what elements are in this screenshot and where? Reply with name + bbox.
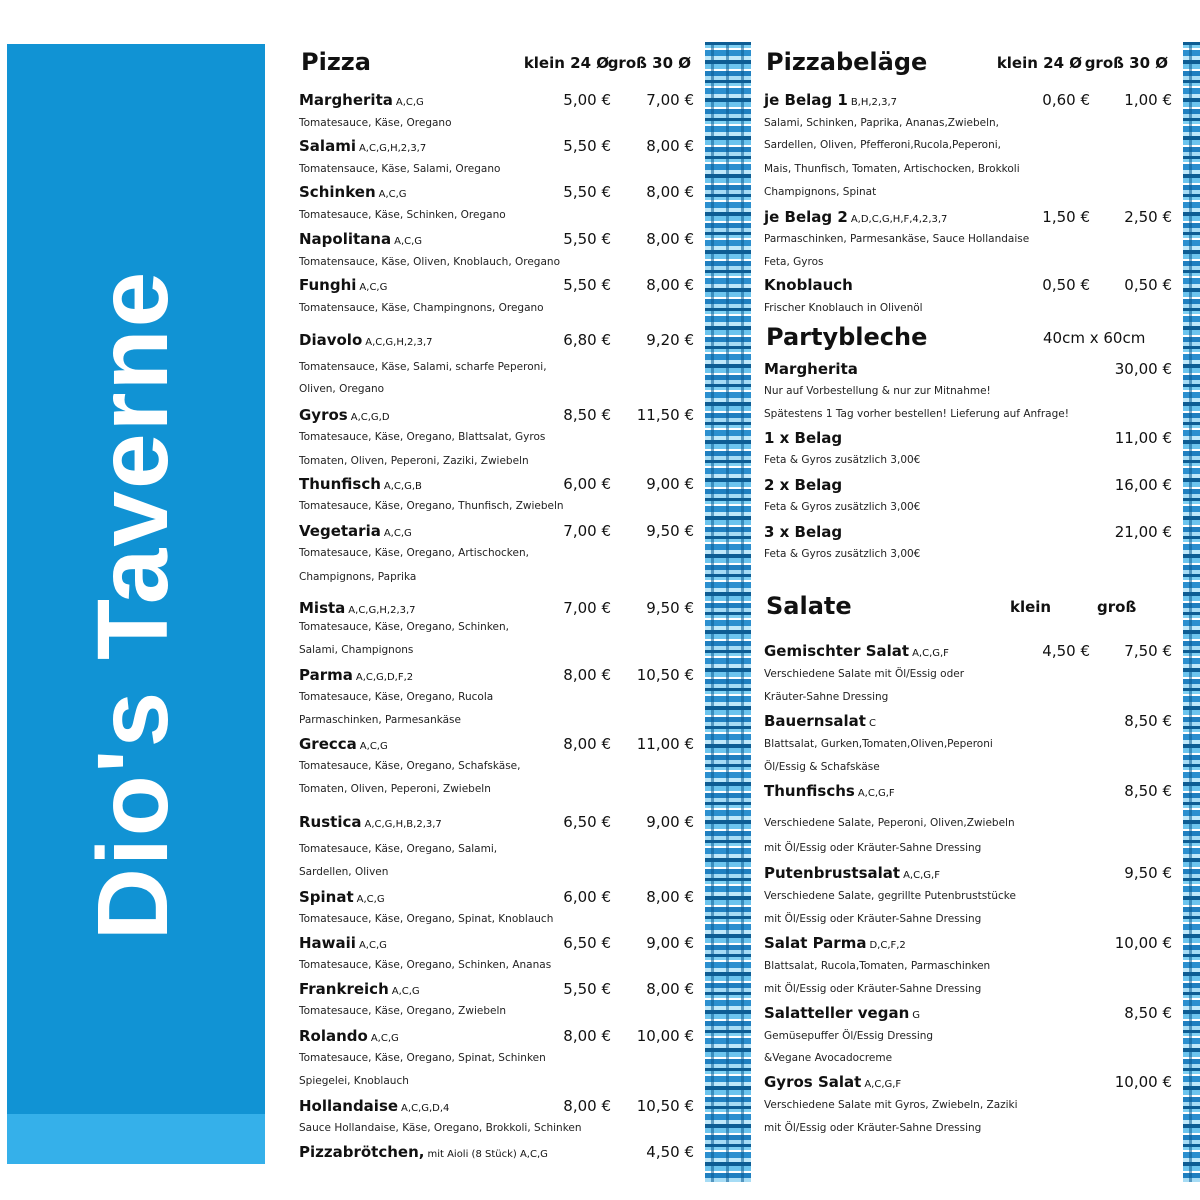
menu-item-allergens: D,C,F,2 (869, 940, 906, 951)
menu-item-price-large: 10,50 € (636, 1097, 694, 1115)
menu-item-title: je Belag 1 (764, 91, 848, 109)
menu-item-name (299, 274, 387, 299)
menu-item-price-large: 10,00 € (636, 1027, 694, 1045)
menu-item (764, 427, 1178, 451)
greek-key-border-edge-icon (1183, 42, 1200, 1182)
greek-key-border-icon (705, 42, 751, 1182)
menu-item-description: Blattsalat, Gurken,Tomaten,Oliven,Peperoni (764, 738, 993, 750)
menu-item-name (299, 664, 413, 689)
menu-item-title: Gyros (299, 406, 348, 424)
menu-item (764, 358, 1178, 382)
menu-item-title: Frankreich (299, 980, 389, 998)
menu-item-price-small: 5,50 € (563, 183, 611, 201)
menu-item-title: Rustica (299, 813, 362, 831)
menu-item-description: Tomatesauce, Käse, Oregano, Spinat, Schinken (299, 1052, 546, 1064)
menu-item-title: Margherita (299, 91, 393, 109)
menu-item-name (764, 474, 842, 496)
menu-item-name (764, 640, 949, 665)
menu-item (299, 811, 699, 835)
menu-item-description: Parmaschinken, Parmesankäse, Sauce Hollandaise (764, 233, 1030, 245)
menu-item-name (299, 228, 422, 253)
menu-item-name (764, 1002, 920, 1027)
menu-item (299, 89, 699, 113)
party-header (764, 321, 1178, 353)
menu-item-description: mit Öl/Essig oder Kräuter-Sahne Dressing (764, 1122, 982, 1134)
menu-item-price-small: 8,00 € (563, 666, 611, 684)
menu-item-allergens: A,C,G,F (903, 870, 940, 881)
menu-item-allergens: A,C,G,D,4 (401, 1103, 450, 1114)
menu-item (764, 474, 1178, 498)
menu-item-title: Mista (299, 599, 346, 617)
menu-item-description: Oliven, Oregano (299, 383, 385, 395)
menu-item (299, 135, 699, 159)
menu-item-allergens: A,C,G,H,B,2,3,7 (364, 819, 442, 830)
menu-item-price-price: 16,00 € (1114, 476, 1172, 494)
menu-item-allergens: A,C,G,F (912, 648, 949, 659)
menu-item-description: Tomatesauce, Käse, Oregano, Schinken, Ananas (299, 959, 552, 971)
menu-item-title: Putenbrustsalat (764, 864, 901, 882)
menu-item (299, 520, 699, 544)
menu-item-price-small: 5,50 € (563, 276, 611, 294)
menu-item-price-large: 8,00 € (646, 888, 694, 906)
menu-item (299, 597, 699, 621)
menu-item (299, 181, 699, 205)
menu-item-title: Hollandaise (299, 1097, 399, 1115)
brand-panel-strip (7, 1114, 265, 1164)
menu-item-price-large: 8,50 € (1124, 712, 1172, 730)
menu-item-title: Thunfischs (764, 782, 855, 800)
menu-item-price-price: 21,00 € (1114, 523, 1172, 541)
menu-item-allergens: A,D,C,G,H,F,4,2,3,7 (850, 214, 948, 225)
menu-item-allergens: mit Aioli (8 Stück) A,C,G (427, 1149, 548, 1160)
menu-item-description: Tomatesauce, Käse, Oregano, Blattsalat, Gyros (299, 431, 546, 443)
menu-item (764, 206, 1178, 230)
menu-item-name (299, 1141, 548, 1166)
menu-item (299, 404, 699, 428)
toppings-header (764, 46, 1178, 78)
menu-item-name (299, 329, 433, 354)
menu-item-allergens: A,C,G,D,F,2 (355, 672, 414, 683)
menu-item-description: Mais, Thunfisch, Tomaten, Artischocken, Brokkoli (764, 163, 1020, 175)
menu-item-price-price: 11,00 € (1114, 429, 1172, 447)
menu-item-description: Gemüsepuffer Öl/Essig Dressing (764, 1030, 934, 1042)
menu-item-price-small: 5,50 € (563, 980, 611, 998)
menu-item-description: Frischer Knoblauch in Olivenöl (764, 302, 923, 314)
menu-item-allergens: B,H,2,3,7 (850, 97, 897, 108)
menu-item-allergens: A,C,G,H,2,3,7 (365, 337, 433, 348)
menu-item-description: Tomatesauce, Käse, Oregano (299, 117, 452, 129)
menu-item (764, 1002, 1178, 1026)
menu-item-price-small: 7,00 € (563, 599, 611, 617)
menu-item (764, 932, 1178, 956)
menu-item (764, 1071, 1178, 1095)
menu-item (764, 640, 1178, 664)
menu-item-price-large: 9,50 € (646, 522, 694, 540)
menu-item-name (764, 274, 853, 296)
menu-item-description: Tomatensauce, Käse, Salami, Oregano (299, 163, 501, 175)
menu-item-name (764, 862, 940, 887)
menu-item-description: Salami, Schinken, Paprika, Ananas,Zwiebeln, (764, 117, 999, 129)
menu-item-description: Tomatensauce, Käse, Oliven, Knoblauch, Oregano (299, 256, 560, 268)
menu-item-price-small: 5,50 € (563, 230, 611, 248)
menu-item-price-large: 8,00 € (646, 276, 694, 294)
menu-item-price-small: 4,50 € (1042, 642, 1090, 660)
menu-item-price-small: 5,00 € (563, 91, 611, 109)
menu-item (764, 274, 1178, 298)
menu-item (299, 1025, 699, 1049)
menu-item-price-small: 0,60 € (1042, 91, 1090, 109)
menu-item-title: Funghi (299, 276, 357, 294)
menu-item-allergens: A,C,G,F (857, 788, 895, 799)
menu-item-name (299, 473, 422, 498)
menu-item-title: Parma (299, 666, 353, 684)
menu-item-price-small: 6,50 € (563, 934, 611, 952)
menu-item-price-large: 1,00 € (1124, 91, 1172, 109)
menu-item-price-large: 9,00 € (646, 813, 694, 831)
menu-item-price-large: 10,00 € (1114, 934, 1172, 952)
menu-item-title: Bauernsalat (764, 712, 866, 730)
menu-item-title: Spinat (299, 888, 354, 906)
menu-item-allergens: A,C,G,D (350, 412, 390, 423)
menu-item-description: Kräuter-Sahne Dressing (764, 691, 889, 703)
party-size: 40cm x 60cm (1043, 329, 1146, 347)
menu-item-description: Tomatensauce, Käse, Salami, scharfe Peperoni, (299, 361, 547, 373)
menu-item-price-large: 0,50 € (1124, 276, 1172, 294)
pizza-header (299, 46, 699, 78)
menu-item-description: Tomatesauce, Käse, Oregano, Schafskäse, (299, 760, 521, 772)
toppings-title: Pizzabeläge (766, 48, 928, 76)
menu-item-title: Schinken (299, 183, 376, 201)
menu-item-description: Öl/Essig & Schafskäse (764, 761, 880, 773)
menu-item-title: je Belag 2 (764, 208, 848, 226)
menu-item-title: Rolando (299, 1027, 368, 1045)
menu-item-description: Tomatensauce, Käse, Champingnons, Oregano (299, 302, 544, 314)
menu-item-description: Champignons, Spinat (764, 186, 877, 198)
menu-item-title: Salami (299, 137, 356, 155)
menu-item-name (764, 710, 876, 735)
menu-item-price-large: 9,00 € (646, 934, 694, 952)
menu-item-description: Tomatesauce, Käse, Oregano, Schinken, (299, 621, 509, 633)
menu-item (299, 978, 699, 1002)
menu-item-allergens: A,C,G,B (383, 481, 422, 492)
menu-item-description: mit Öl/Essig oder Kräuter-Sahne Dressing (764, 842, 982, 854)
menu-item-name (764, 427, 842, 449)
menu-item-price-large: 8,00 € (646, 980, 694, 998)
menu-item-title: 2 x Belag (764, 476, 843, 494)
menu-item-title: Diavolo (299, 331, 363, 349)
menu-item-allergens: A,C,G (370, 1033, 399, 1044)
menu-item (764, 521, 1178, 545)
menu-item-allergens: C (868, 718, 876, 729)
menu-item-title: Thunfisch (299, 475, 381, 493)
menu-item-name (299, 135, 426, 160)
menu-item-title: Napolitana (299, 230, 392, 248)
menu-item-name (764, 1071, 901, 1096)
menu-item-title: 1 x Belag (764, 429, 843, 447)
menu-item (299, 274, 699, 298)
menu-item-description: Feta & Gyros zusätzlich 3,00€ (764, 548, 921, 560)
menu-item-price-large: 8,50 € (1124, 1004, 1172, 1022)
toppings-col-small: klein 24 Ø (996, 54, 1082, 72)
toppings-col-large: groß 30 Ø (1084, 54, 1168, 72)
menu-item-allergens: A,C,G (383, 528, 412, 539)
menu-item-description: Verschiedene Salate mit Öl/Essig oder (764, 668, 965, 680)
menu-item-price-large: 11,50 € (636, 406, 694, 424)
brand-panel (7, 44, 265, 1164)
menu-item-name (299, 886, 385, 911)
right-column (764, 0, 1178, 1200)
menu-item-description: Feta & Gyros zusätzlich 3,00€ (764, 501, 921, 513)
menu-item-description: Tomatesauce, Käse, Oregano, Zwiebeln (299, 1005, 507, 1017)
menu-item-name (299, 520, 412, 545)
menu-item-name (299, 1095, 449, 1120)
menu-item-description: Parmaschinken, Parmesankäse (299, 714, 461, 726)
menu-item (299, 886, 699, 910)
menu-item-description: Spätestens 1 Tag vorher bestellen! Lieferung auf Anfrage! (764, 408, 1069, 420)
menu-item-description: Tomaten, Oliven, Peperoni, Zwiebeln (299, 783, 491, 795)
pizza-col-large: groß 30 Ø (607, 54, 691, 72)
menu-item-description: Tomatesauce, Käse, Oregano, Thunfisch, Zwiebeln (299, 500, 564, 512)
menu-item-title: Gyros Salat (764, 1073, 862, 1091)
menu-item-description: Verschiedene Salate, gegrillte Putenbruststücke (764, 890, 1016, 902)
menu-item-title: Gemischter Salat (764, 642, 910, 660)
menu-item-price-large: 8,00 € (646, 137, 694, 155)
menu-item-price-small: 1,50 € (1042, 208, 1090, 226)
menu-item-title: Margherita (764, 360, 858, 378)
menu-item-title: Pizzabrötchen, (299, 1143, 425, 1161)
menu-item-price-large: 9,50 € (646, 599, 694, 617)
menu-item (764, 862, 1178, 886)
menu-item-allergens: A,C,G,H,2,3,7 (358, 143, 427, 154)
menu-item-allergens: A,C,G,F (864, 1079, 902, 1090)
menu-item-name (764, 521, 842, 543)
menu-item-description: Tomatesauce, Käse, Oregano, Rucola (299, 691, 494, 703)
menu-item-name (299, 978, 420, 1003)
menu-item-allergens: A,C,G (391, 986, 420, 997)
menu-item (764, 89, 1178, 113)
menu-item-price-large: 2,50 € (1124, 208, 1172, 226)
menu-item-name (299, 404, 390, 429)
menu-item-price-large: 10,00 € (1114, 1073, 1172, 1091)
menu-item-name (299, 181, 407, 206)
menu-item-price-small: 8,00 € (563, 735, 611, 753)
menu-item (764, 710, 1178, 734)
menu-item-description: Champignons, Paprika (299, 571, 417, 583)
menu-item-allergens: G (912, 1010, 921, 1021)
menu-item-price-small: 8,50 € (563, 406, 611, 424)
menu-item-name (764, 206, 947, 231)
menu-item-name (299, 733, 388, 758)
menu-item-description: &Vegane Avocadocreme (764, 1052, 893, 1064)
menu-item-price-large: 9,20 € (646, 331, 694, 349)
menu-item (299, 733, 699, 757)
menu-item-name (299, 1025, 399, 1050)
menu-item-title: Vegetaria (299, 522, 381, 540)
menu-item-description: mit Öl/Essig oder Kräuter-Sahne Dressing (764, 983, 982, 995)
menu-item-description: Tomatesauce, Käse, Schinken, Oregano (299, 209, 506, 221)
menu-item-price-small: 5,50 € (563, 137, 611, 155)
menu-item-description: Tomatesauce, Käse, Oregano, Salami, (299, 843, 498, 855)
menu-item (764, 780, 1178, 804)
menu-item-description: mit Öl/Essig oder Kräuter-Sahne Dressing (764, 913, 982, 925)
menu-item-name (299, 811, 442, 836)
menu-item-price-small: 8,00 € (563, 1097, 611, 1115)
menu-item-description: Sardellen, Oliven (299, 866, 389, 878)
menu-item (299, 1141, 699, 1165)
menu-item-description: Salami, Champignons (299, 644, 414, 656)
menu-item-description: Verschiedene Salate mit Gyros, Zwiebeln, Zaziki (764, 1099, 1018, 1111)
menu-item-allergens: A,C,G,H,2,3,7 (348, 605, 416, 616)
menu-item (299, 932, 699, 956)
menu-item-description: Sardellen, Oliven, Pfefferoni,Rucola,Peperoni, (764, 139, 1002, 151)
menu-item-description: Sauce Hollandaise, Käse, Oregano, Brokkoli, Schinken (299, 1122, 582, 1134)
menu-item (299, 329, 699, 353)
salads-col-large: groß (1097, 598, 1137, 616)
menu-item-name (299, 932, 387, 957)
party-title: Partybleche (766, 323, 928, 351)
menu-item-name (764, 89, 897, 114)
menu-item-name (764, 780, 895, 805)
menu-item-price-small: 0,50 € (1042, 276, 1090, 294)
menu-item (299, 228, 699, 252)
menu-item-price-small: 7,00 € (563, 522, 611, 540)
menu-item-title: 3 x Belag (764, 523, 843, 541)
salads-title: Salate (766, 592, 852, 620)
menu-item-price-large: 7,00 € (646, 91, 694, 109)
menu-item-price-small: 8,00 € (563, 1027, 611, 1045)
menu-item-title: Knoblauch (764, 276, 853, 294)
menu-item-price-small: 6,00 € (563, 888, 611, 906)
menu-item-description: Nur auf Vorbestellung & nur zur Mitnahme! (764, 385, 991, 397)
menu-item-allergens: A,C,G (359, 282, 388, 293)
menu-item-price-large: 9,00 € (646, 475, 694, 493)
menu-item-allergens: A,C,G (378, 189, 407, 200)
menu-item-price-small: 6,00 € (563, 475, 611, 493)
menu-item-title: Hawaii (299, 934, 356, 952)
menu-item (299, 473, 699, 497)
menu-item-description: Blattsalat, Rucola,Tomaten, Parmaschinken (764, 960, 991, 972)
menu-item-price-large: 9,50 € (1124, 864, 1172, 882)
menu-item-name (764, 932, 906, 957)
menu-item-price-large: 8,50 € (1124, 782, 1172, 800)
menu-item (299, 664, 699, 688)
menu-item-description: Spiegelei, Knoblauch (299, 1075, 409, 1087)
menu-item-allergens: A,C,G (358, 940, 387, 951)
menu-item-price-large: 8,00 € (646, 230, 694, 248)
menu-item-price-small: 6,80 € (563, 331, 611, 349)
menu-item-description: Tomaten, Oliven, Peperoni, Zaziki, Zwiebeln (299, 455, 529, 467)
menu-item-price-large: 8,00 € (646, 183, 694, 201)
salads-header (764, 590, 1178, 622)
menu-item-allergens: A,C,G (394, 236, 423, 247)
menu-item (299, 1095, 699, 1119)
menu-item-price-large: 7,50 € (1124, 642, 1172, 660)
menu-item-description: Verschiedene Salate, Peperoni, Oliven,Zwiebeln (764, 817, 1015, 829)
menu-item-allergens: A,C,G (359, 741, 388, 752)
menu-item-title: Grecca (299, 735, 357, 753)
menu-item-price-large: 11,00 € (636, 735, 694, 753)
pizza-column (299, 0, 699, 1200)
menu-item-description: Feta & Gyros zusätzlich 3,00€ (764, 454, 921, 466)
menu-item-title: Salat Parma (764, 934, 867, 952)
menu-item-description: Tomatesauce, Käse, Oregano, Artischocken, (299, 547, 529, 559)
menu-item-price-large: 10,50 € (636, 666, 694, 684)
menu-item-name (299, 89, 424, 114)
menu-item-name (764, 358, 858, 380)
salads-col-small: klein (1010, 598, 1052, 616)
pizza-title: Pizza (301, 48, 371, 76)
menu-item-price-small: 6,50 € (563, 813, 611, 831)
menu-item-description: Tomatesauce, Käse, Oregano, Spinat, Knoblauch (299, 913, 554, 925)
menu-item-price-large: 4,50 € (646, 1143, 694, 1161)
restaurant-name: Dio's Taverne (77, 269, 189, 941)
menu-item-title: Salatteller vegan (764, 1004, 910, 1022)
menu-item-allergens: A,C,G (395, 97, 424, 108)
menu-item-description: Feta, Gyros (764, 256, 824, 268)
pizza-col-small: klein 24 Ø (523, 54, 609, 72)
menu-item-price-price: 30,00 € (1114, 360, 1172, 378)
menu-item-allergens: A,C,G (356, 894, 385, 905)
